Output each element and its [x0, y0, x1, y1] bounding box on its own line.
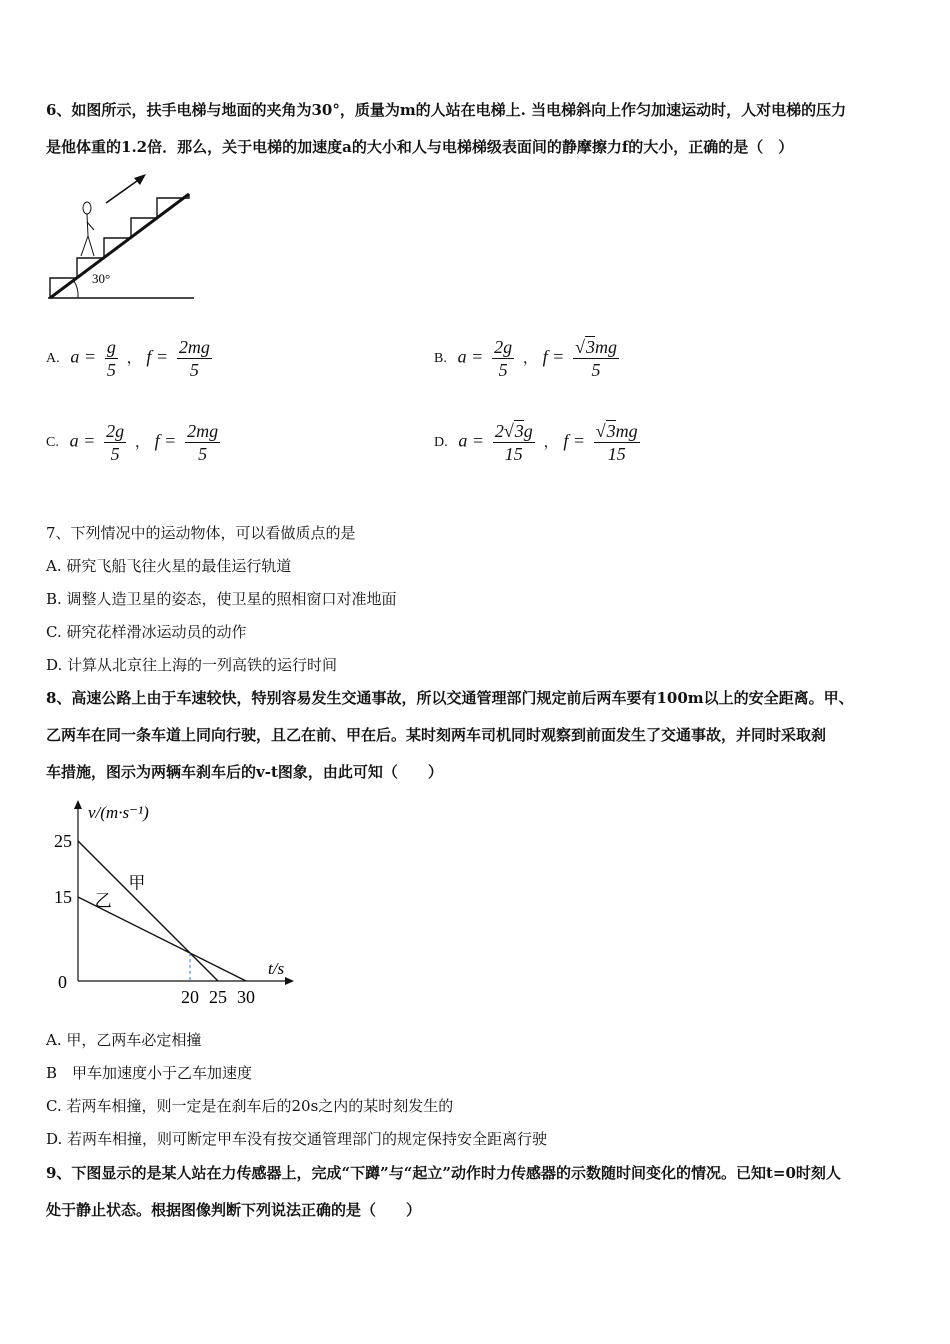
q9-stem — [46, 1155, 908, 1229]
x-axis-label: t/s — [268, 959, 285, 978]
q6-stem-line2: 是他体重的1.2倍．那么，关于电梯的加速度a的大小和人与电梯梯级表面间的静摩擦力f的大小，正确的是（ ） — [46, 138, 794, 156]
q9-stem-line1: 9、下图显示的是某人站在力传感器上，完成“下蹲”与“起立”动作时力传感器的示数随时间变化的情况。已知t=0时刻人 — [46, 1164, 841, 1182]
person-leg-right — [88, 236, 94, 256]
q7-option-c[interactable]: C. 研究花样滑冰运动员的动作 — [46, 623, 247, 641]
person-leg-left — [81, 236, 88, 256]
x-tick-label: 20 — [181, 987, 199, 1007]
q6-option-d[interactable]: D. a = $\frac{2√3g}{15}$ ， f = $\frac{√3mg}{15}$ — [434, 421, 638, 464]
y-axis-label: v/(m·s⁻¹) — [88, 803, 149, 822]
q8-option-d[interactable]: D. 若两车相撞，则可断定甲车没有按交通管理部门的规定保持安全距离行驶 — [46, 1130, 548, 1148]
q6-stem-line1: 6、如图所示，扶手电梯与地面的夹角为30°，质量为m的人站在电梯上. 当电梯斜向上作匀加速运动时，人对电梯的压力 — [46, 101, 847, 119]
sqrt-icon: √ — [575, 337, 585, 357]
x-tick-label: 30 — [237, 987, 255, 1007]
vt-chart — [44, 796, 300, 1012]
q8-stem-line2: 乙两车在同一条车道上同向行驶，且乙在前、甲在后。某时刻两车司机同时观察到前面发生了交通事故，并同时采取刹 — [46, 726, 827, 744]
q7-option-a[interactable]: A. 研究飞船飞往火星的最佳运行轨道 — [46, 557, 292, 575]
motion-arrow-head — [134, 174, 146, 185]
angle-label: 30° — [92, 271, 111, 286]
escalator-figure — [44, 168, 200, 303]
q8-option-a[interactable]: A. 甲，乙两车必定相撞 — [46, 1031, 202, 1049]
q8-option-c[interactable]: C. 若两车相撞，则一定是在刹车后的20s之内的某时刻发生的 — [46, 1097, 454, 1115]
q7-option-b[interactable]: B. 调整人造卫星的姿态，使卫星的照相窗口对准地面 — [46, 590, 397, 608]
q6-option-c[interactable]: C. a = $\frac{2g}{5}$ ， f = $\frac{2mg}{5}$ — [46, 421, 219, 464]
q9-stem-line2: 处于静止状态。根据图像判断下列说法正确的是（ ） — [46, 1201, 422, 1219]
q6-stem — [46, 92, 908, 166]
x-axis-arrow-icon — [285, 977, 294, 985]
q6-option-b[interactable]: B. a = $\frac{2g}{5}$ ， f = $\frac{√3mg}{5}$ — [434, 337, 617, 380]
person-head — [83, 202, 91, 214]
sqrt-icon: √ — [595, 421, 606, 441]
series-line-0 — [78, 841, 218, 981]
angle-arc — [74, 281, 78, 298]
q7-stem: 7、下列情况中的运动物体，可以看做质点的是 — [46, 524, 356, 542]
origin-label: 0 — [58, 972, 67, 992]
series-label-1: 乙 — [94, 891, 112, 911]
series-label-0: 甲 — [128, 873, 146, 893]
q8-stem — [46, 680, 908, 791]
x-tick-label: 25 — [209, 987, 227, 1007]
q8-stem-line1: 8、高速公路上由于车速较快，特别容易发生交通事故，所以交通管理部门规定前后两车要有100m以上的安全距离。甲、 — [46, 689, 854, 707]
y-tick-label: 25 — [54, 831, 72, 851]
y-axis-arrow-icon — [74, 800, 82, 809]
incline-line — [50, 194, 189, 298]
q8-stem-line3: 车措施，图示为两辆车刹车后的v-t图象，由此可知（ ） — [46, 763, 443, 781]
person-body — [87, 214, 88, 236]
y-tick-label: 15 — [54, 887, 72, 907]
sqrt-icon: √ — [503, 421, 514, 441]
q6-option-a[interactable]: A. a = $\frac{g}{5}$ ， f = $\frac{2mg}{5}$ — [46, 337, 210, 380]
q8-option-b[interactable]: B 甲车加速度小于乙车加速度 — [46, 1064, 253, 1082]
q7-option-d[interactable]: D. 计算从北京往上海的一列高铁的运行时间 — [46, 656, 338, 674]
